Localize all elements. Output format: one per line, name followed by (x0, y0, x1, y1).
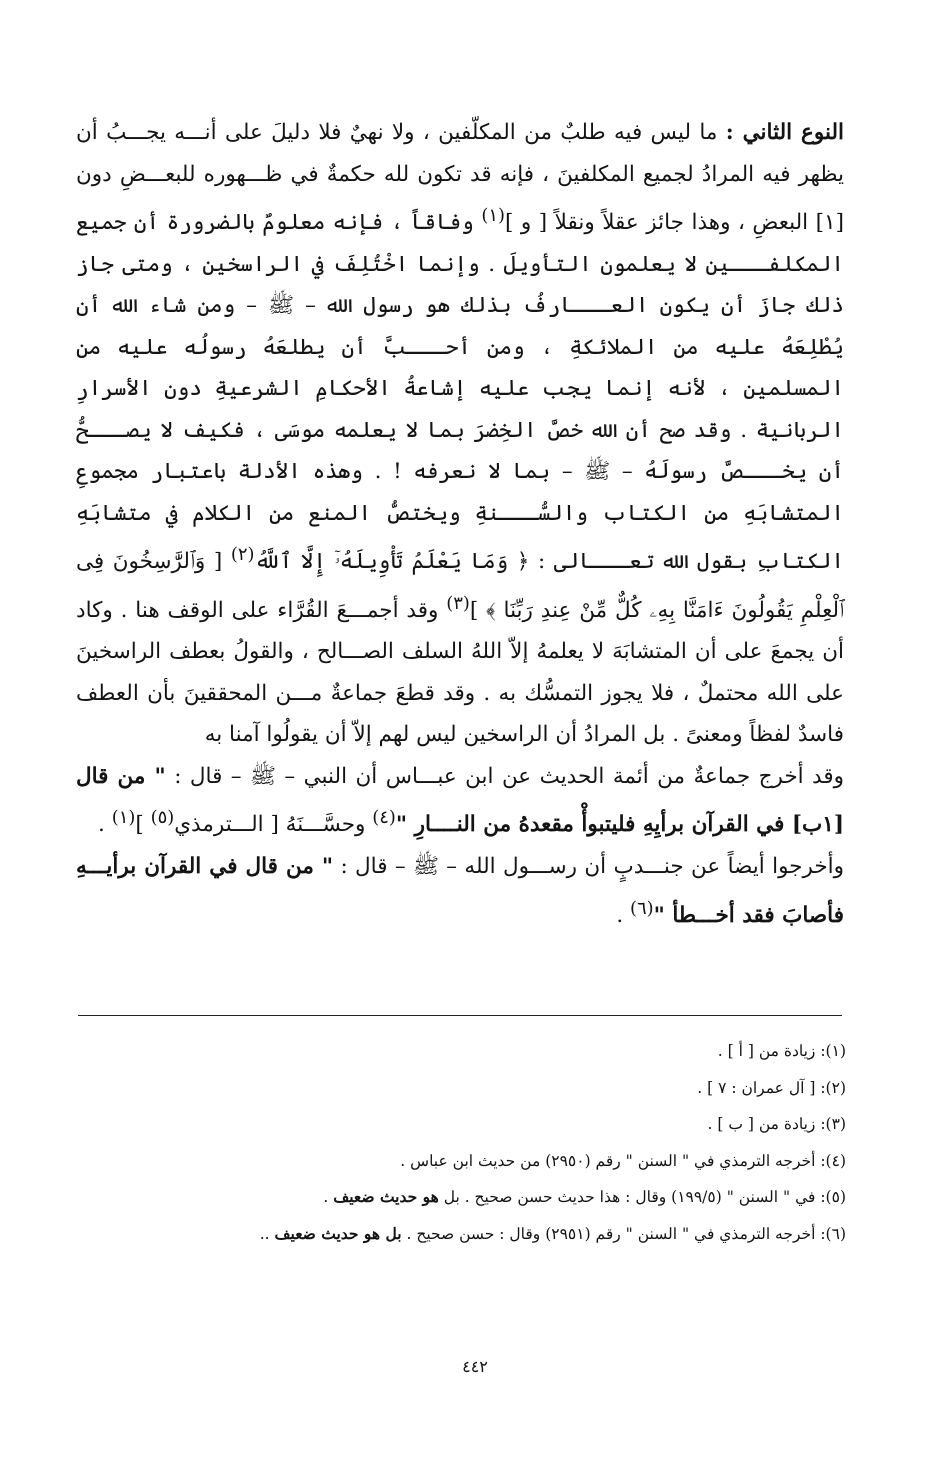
footnote-item (160, 1106, 846, 1143)
text-span: ما ليس فيه طلبٌ من المكلّفين ، ولا نهيٌ فلا دليلَ على أنـــه يجـــبُ أن يظهر فيه المرادُ لجميع المكلفينَ ، فإنه قد تكون لله حكمةٌ في ظـــهوره للبعـــضِ دون [١] البعضِ ، وهذا جائز عقلاً ونقلاً [ و ] (76, 120, 844, 236)
hadith-quote: " من قال [١ب] في القرآن برأيِهِ فليتبوأْ مقعدهُ من النــــارِ " (76, 763, 844, 838)
footnote-tail: .. (259, 1224, 270, 1243)
text-span: وقد أجمـــعَ القُرَّاء على الوقف هنا . وكاد أن يجمعَ على أن المتشابَهَ لا يعلمهُ إلاّ اللهُ السلف الصـــالح ، والقولُ بعطف الراسخينَ على الله محتملٌ ، فلا يجوز التمسُّك به . وقد قطعَ جماعةٌ مـــن المحققينَ بأن العطف فاسدٌ لفظاً ومعنىً . بل المرادُ أن الراسخين ليس لهم إلاّ أن يقولُوا آمنا به (76, 597, 844, 748)
footnote-text: : في " السنن " (١٩٩/٥) وقال : هذا حديث حسن صحيح . بل (443, 1188, 826, 1207)
page-number: ٤٤٢ (462, 1357, 488, 1376)
section-heading: النوع الثاني : (725, 120, 844, 145)
footnote-item (160, 1143, 846, 1180)
text-span: وحسَّـــنَهُ [ الـــترمذي (174, 812, 366, 838)
footnote-text: : زيادة من [ أ ] . (717, 1042, 826, 1060)
footnote-number: (٦) (825, 1224, 846, 1243)
paragraph-3 (76, 846, 844, 936)
footnote-number: (٥) (825, 1188, 846, 1207)
text-span: وأخرجوا أيضاً عن جنـــدبٍ أن رســـول الله – ﷺ – قال : (340, 854, 844, 880)
text-span: وقد أخرج جماعةٌ من أئمة الحديث عن ابن عبـــاس أن النبي – ﷺ – قال : (174, 763, 844, 789)
footnote-number: (٣) (825, 1115, 846, 1134)
text-span: وفاقاً ، فإنه معلومٌ بالضرورة أن جميع المكلفـــين لا يعلمون التأويلَ . وإنما اخْتُلِفَ في الراسخين ، ومتى جاز ذلك جازَ أن يكون العـــارفُ بذلك هو رسول الله – ﷺ – ومن شاء الله أن يُطْلِعَهُ عليه من الملائكةِ ، ومن أحـــبَّ أن يطلعَهُ رسولُه عليه من المسلمين ، لأنه إنما يجب عليه إشاعةُ الأحكامِ الشرعيةِ دون الأسرارِ الربانية . وقد صح أن الله خصَّ الخِضرَ بما لا يعلمه موسَى ، فكيف لا يصـــحُّ أن يخـــصَّ رسولَهُ – ﷺ – بما لا نعرفه ! . وهذه الأدلة باعتبار مجموعِ المتشابَهِ من الكتاب والسُّـــنةِ ويختصُّ المنع من الكلام في متشابَهِ الكتابِ بقول الله تعـــالى : ﴿ وَمَا يَعْلَمُ تَأْوِيلَهُۥٓ إِلَّا ٱللَّهُ (76, 210, 845, 575)
footnote-ref: (١) (481, 205, 505, 226)
footnote-ref: (٦) (630, 897, 654, 919)
footnote-bold: هو حديث ضعيف (333, 1187, 439, 1207)
footnote-item (160, 1033, 846, 1070)
paragraph-1 (76, 112, 844, 756)
footnote-divider (78, 1015, 842, 1016)
footnote-ref: (١) (111, 807, 136, 829)
footnote-ref: (٢) (230, 544, 255, 566)
text-span: . (98, 812, 105, 838)
paragraph-2 (76, 756, 844, 846)
footnote-text: : أخرجه الترمذي في " السنن " رقم (٢٩٥١) وقال : حسن صحيح . (406, 1224, 826, 1243)
text-span: ] (135, 812, 144, 838)
text-span: . (616, 902, 624, 928)
footnote-text: : زيادة من [ ب ] . (707, 1115, 826, 1134)
hadith-quote: " من قال في القرآن برأيـــهِ فأصابَ فقد أخـــطأ " (76, 854, 844, 928)
footnote-text: : [ آل عمران : ٧ ] . (697, 1078, 826, 1097)
footnote-item (160, 1216, 846, 1253)
footnote-item (160, 1070, 846, 1107)
footnote-ref: (٤) (372, 807, 396, 829)
footnote-tail: . (323, 1188, 329, 1207)
footnote-item (160, 1179, 846, 1216)
footnote-text: : أخرجه الترمذي في " السنن " رقم (٢٩٥٠) من حديث ابن عباس . (400, 1151, 826, 1170)
footnote-ref: (٥) (150, 807, 175, 829)
main-text (76, 112, 844, 936)
quran-verse: [ وَٱلرَّٰسِخُونَ فِى ٱلْعِلْمِ يَقُولُونَ ءَامَنَّا بِهِۦ كُلٌّ مِّنْ عِندِ رَبِّنَا ﴾ ] (76, 549, 844, 623)
footnote-ref: (٣) (446, 592, 470, 614)
footnote-number: (٢) (825, 1078, 846, 1097)
footnote-number: (١) (825, 1042, 846, 1060)
footnotes (160, 1033, 846, 1253)
footnote-number: (٤) (825, 1151, 846, 1170)
footnote-bold: بل هو حديث ضعيف (274, 1223, 402, 1243)
